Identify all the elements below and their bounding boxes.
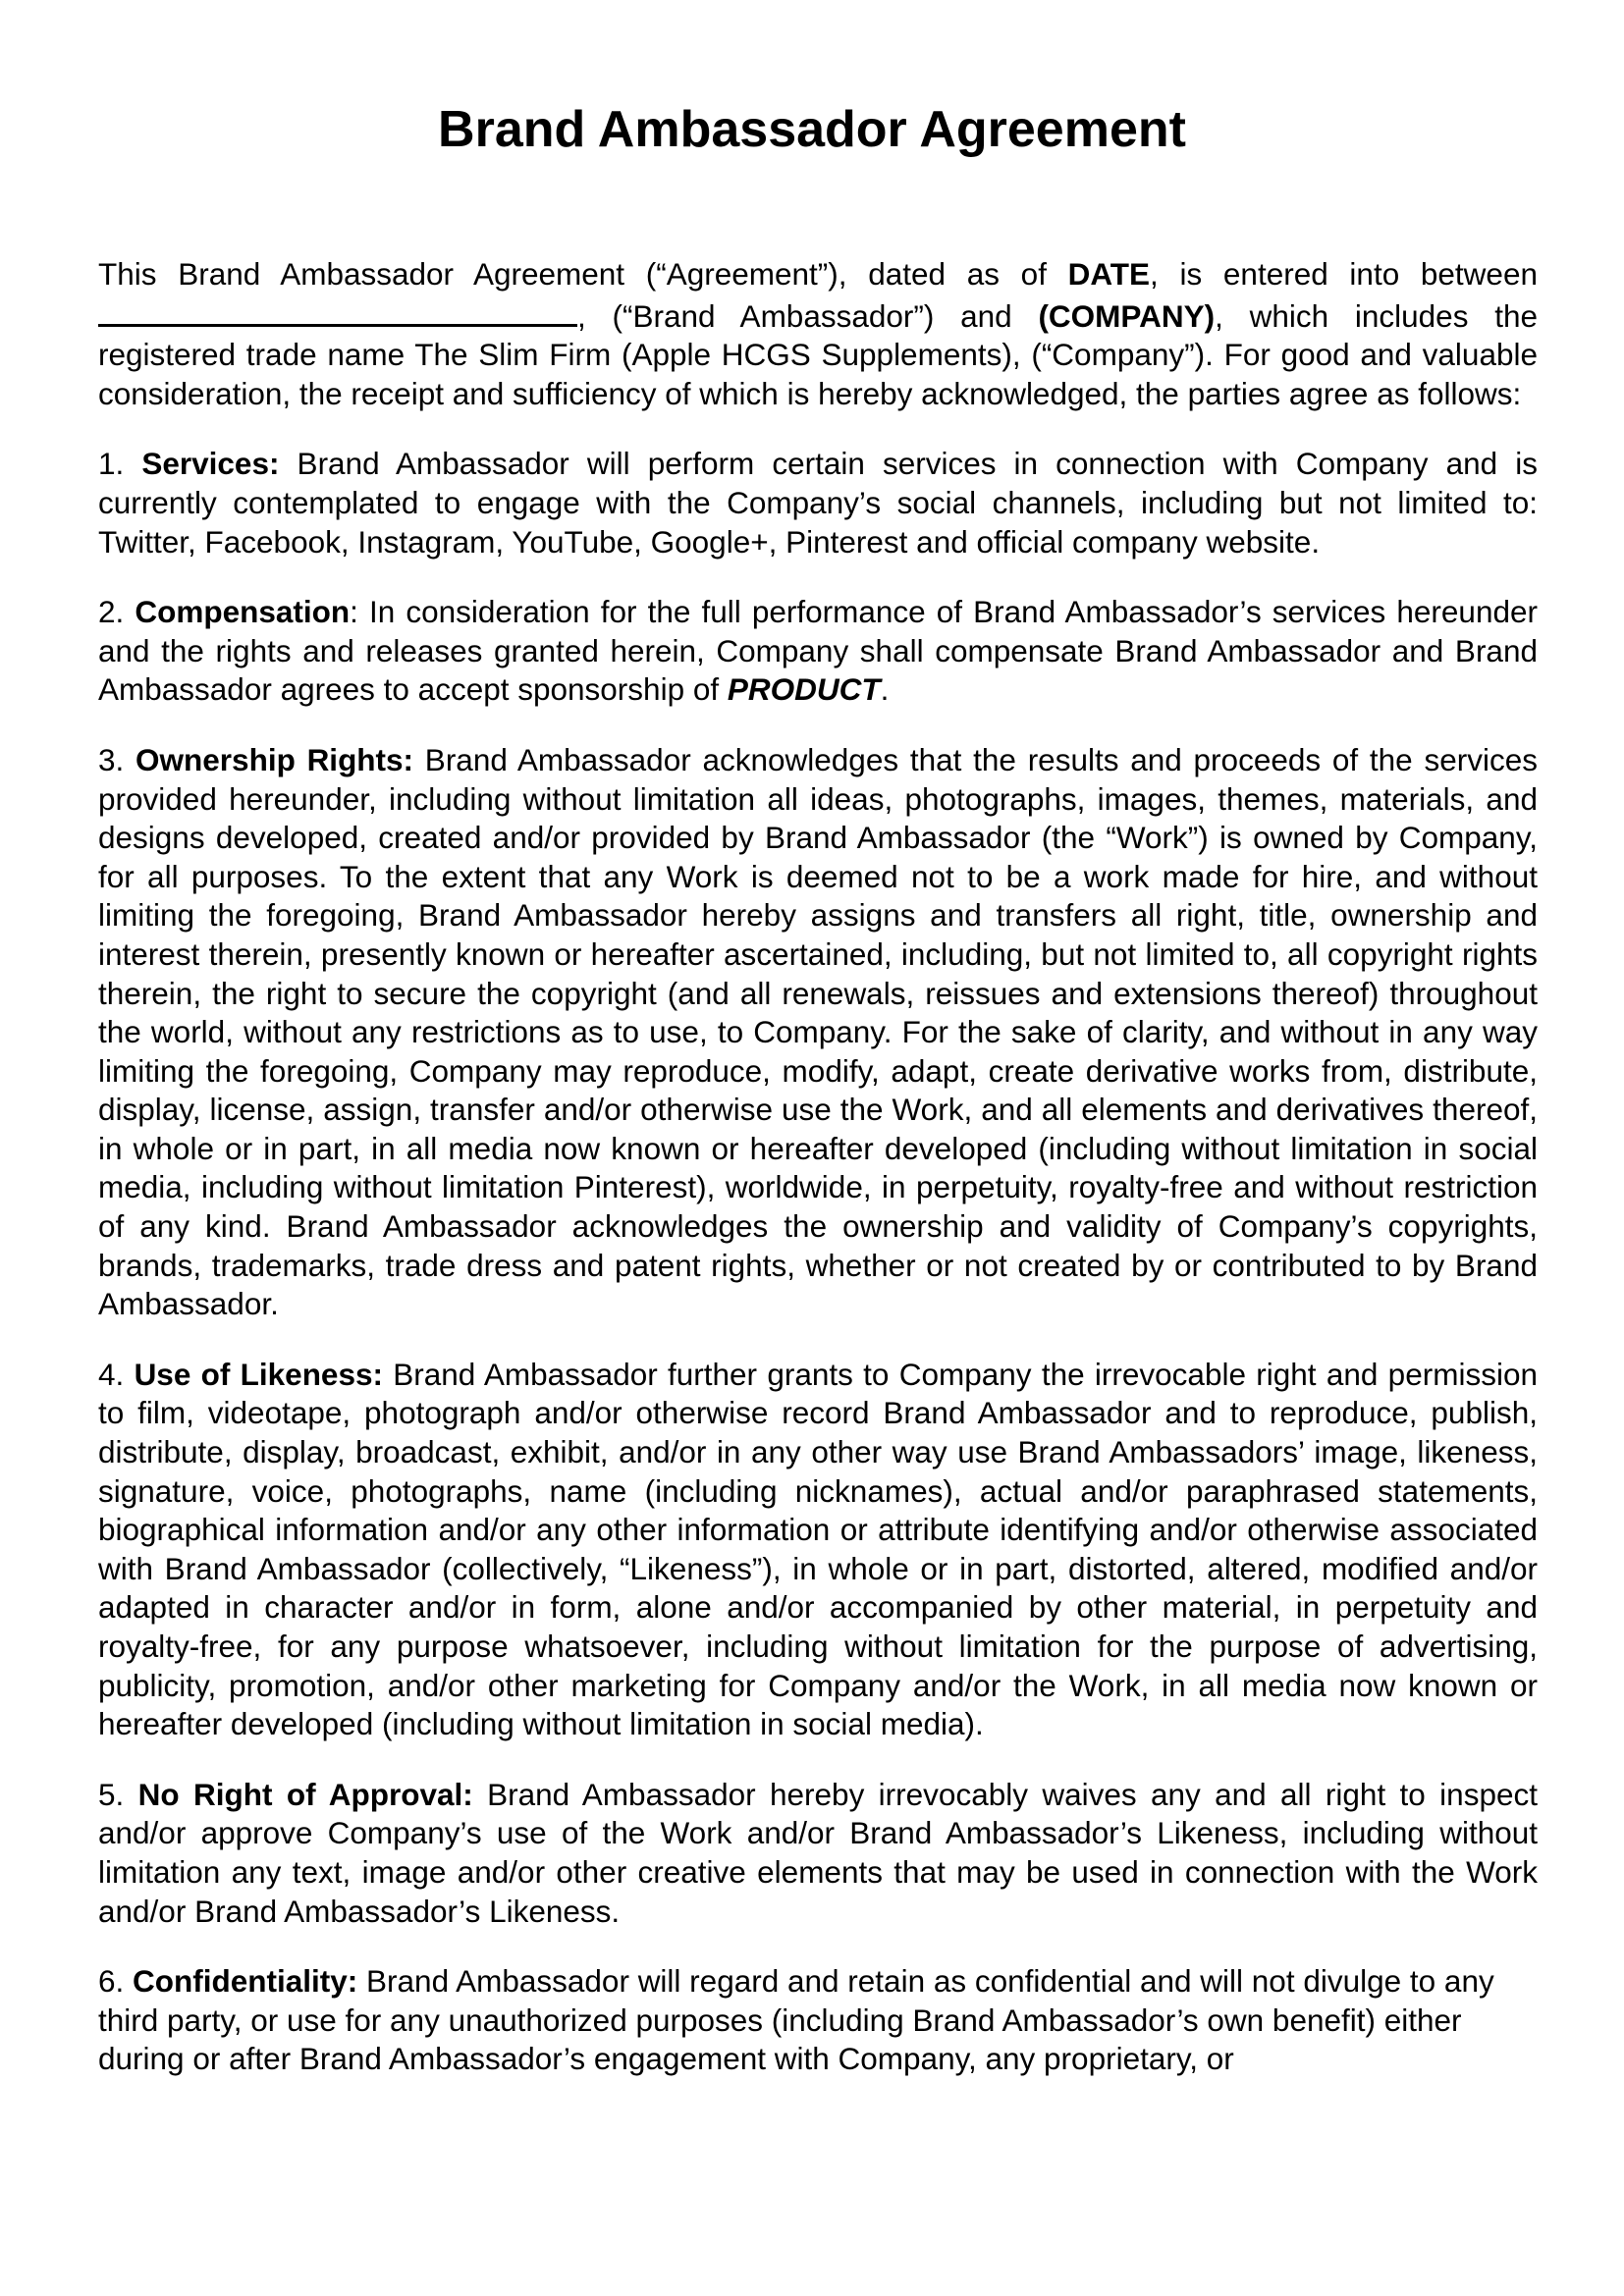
section-services	[98, 445, 1538, 561]
section-no-right-of-approval	[98, 1776, 1538, 1931]
intro-text-1: This Brand Ambassador Agreement (“Agreement”), dated as of	[98, 256, 1068, 292]
section-confidentiality	[98, 1962, 1538, 2079]
product-placeholder: PRODUCT	[727, 671, 881, 708]
section-heading: No Right of Approval:	[137, 1776, 473, 1812]
document-title: Brand Ambassador Agreement	[438, 101, 1186, 158]
section-number: 5.	[98, 1776, 138, 1812]
section-number: 1.	[98, 446, 142, 482]
section-text: Brand Ambassador will perform certain services in connection with Company and is currently contemplated to engage with the Company’s social channels, including but not limited to: Twitter, Facebook, Instagram, YouTube, Google+, Pinterest and official company website.	[98, 446, 1538, 560]
section-ownership-rights	[98, 741, 1538, 1324]
intro-paragraph	[98, 255, 1538, 413]
section-number: 4.	[98, 1356, 135, 1392]
intro-text-4: , which includes the registered trade name The Slim Firm (Apple HCGS Supplements), (“Company”). For good and valuable consideration, the receipt and sufficiency of which is hereby acknowledged, the parties agree as follows:	[98, 297, 1538, 411]
company-placeholder: (COMPANY)	[1038, 297, 1216, 334]
section-number: 3.	[98, 741, 136, 777]
document-body	[98, 255, 1538, 2079]
section-text: Brand Ambassador hereby irrevocably waives any and all right to inspect and/or approve Company’s use of the Work and/or Brand Ambassador’s Likeness, including without limitation any text, image and/or other creative elements that may be used in connection with the Work and/or Brand Ambassador’s Likeness.	[98, 1776, 1538, 1929]
section-number: 6.	[98, 1963, 134, 2000]
section-heading: Confidentiality:	[133, 1963, 358, 2000]
brand-ambassador-name-blank[interactable]	[98, 294, 577, 327]
section-tail: .	[880, 671, 890, 708]
section-text: : In consideration for the full performance of Brand Ambassador’s services hereunder and the rights and releases granted herein, Company shall compensate Brand Ambassador and Brand Ambassador agrees to accept sponsorship of	[98, 594, 1538, 708]
section-heading: Use of Likeness:	[134, 1356, 383, 1392]
section-text: Brand Ambassador further grants to Company the irrevocable right and permission to film, videotape, photograph and/or otherwise record Brand Ambassador and to reproduce, publish, distribute, display, broadcast, exhibit, and/or in any other way use Brand Ambassadors’ image, likeness, signature, voice, photographs, name (including nicknames), actual and/or paraphrased statements, biographical information and/or any other information or attribute identifying and/or otherwise associated with Brand Ambassador (collectively, “Likeness”), in whole or in part, distorted, altered, modified and/or adapted in character and/or in form, alone and/or accompanied by other material, in perpetuity and royalty-free, for any purpose whatsoever, including without limitation for the purpose of advertising, publicity, promotion, and/or other marketing for Company and/or the Work, in all media now known or hereafter developed (including without limitation in social media).	[98, 1356, 1538, 1742]
section-heading: Services:	[141, 446, 280, 482]
section-heading: Ownership Rights:	[135, 741, 414, 777]
section-number: 2.	[98, 594, 135, 630]
intro-text-2: , is entered into between	[1150, 256, 1538, 292]
section-heading: Compensation	[135, 594, 351, 630]
section-text: Brand Ambassador acknowledges that the results and proceeds of the services provided hereunder, including without limitation all ideas, photographs, images, themes, materials, and designs developed, created and/or provided by Brand Ambassador (the “Work”) is owned by Company, for all purposes. To the extent that any Work is deemed not to be a work made for hire, and without limiting the foregoing, Brand Ambassador hereby assigns and transfers all right, title, ownership and interest therein, presently known or hereafter ascertained, including, but not limited to, all copyright rights therein, the right to secure the copyright (and all renewals, reissues and extensions thereof) throughout the world, without any restrictions as to use, to Company. For the sake of clarity, and without in any way limiting the foregoing, Company may reproduce, modify, adapt, create derivative works from, distribute, display, license, assign, transfer and/or otherwise use the Work, and all elements and derivatives thereof, in whole or in part, in all media now known or hereafter developed (including without limitation in social media, including without limitation Pinterest), worldwide, in perpetuity, royalty-free and without restriction of any kind. Brand Ambassador acknowledges the ownership and validity of Company’s copyrights, brands, trademarks, trade dress and patent rights, whether or not created by or contributed to by Brand Ambassador.	[98, 741, 1538, 1322]
date-placeholder: DATE	[1067, 256, 1151, 292]
section-text: Brand Ambassador will regard and retain as confidential and will not divulge to any third party, or use for any unauthorized purposes (including Brand Ambassador’s own benefit) either during or after Brand Ambassador’s engagement with Company, any proprietary, or	[98, 1963, 1494, 2077]
intro-text-3: , (“Brand Ambassador”) and	[577, 297, 1039, 334]
section-use-of-likeness	[98, 1356, 1538, 1744]
section-compensation	[98, 593, 1538, 710]
